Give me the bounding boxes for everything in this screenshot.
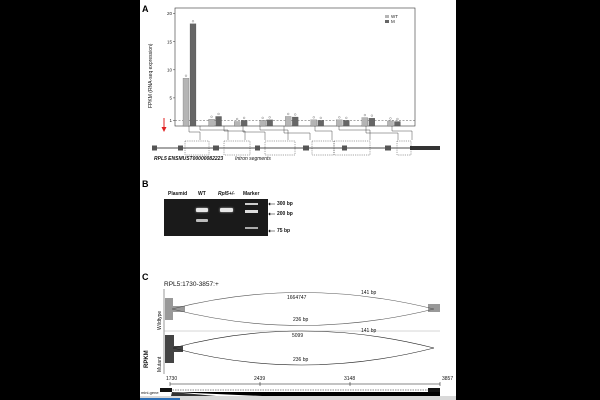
panel-a-label: A — [142, 4, 149, 14]
track-name-wildtype: Wildtype — [157, 310, 163, 330]
panel-b-label: B — [142, 179, 149, 189]
gene-label: RPL5 ENSMUST00000082223 — [154, 156, 224, 162]
mini-gene-exon-2 — [428, 388, 440, 392]
mut-junction-bottom: 236 bp — [293, 357, 309, 363]
y-tick-label-15: 15 — [166, 39, 172, 45]
wt-junction-top: 141 bp — [361, 290, 377, 296]
y-tick-label-1: 1 — [169, 117, 172, 123]
mutant-coverage — [165, 335, 183, 363]
axis-tick-2439: 2439 — [254, 376, 266, 382]
gel-col-rpl5: Rpl5+/- — [218, 191, 235, 197]
mini-gene-exon-1 — [160, 388, 172, 392]
mini-gene-label: mini-gene — [141, 390, 159, 395]
y-tick-label-20: 20 — [166, 11, 172, 17]
sashimi-plot — [140, 0, 456, 400]
wt-junction-bottom: 236 bp — [293, 317, 309, 323]
gel-col-wt: WT — [198, 191, 206, 197]
marker-75-label: 75 bp — [277, 228, 291, 234]
y-tick-label-5: 5 — [169, 95, 172, 101]
marker-300-label: 300 bp — [277, 201, 293, 207]
figure-page — [140, 0, 456, 400]
track-name-mutant: Mutant — [157, 356, 163, 372]
axis-tick-1730: 1730 — [166, 376, 178, 382]
axis-tick-3857: 3857 — [442, 376, 454, 382]
rpkm-label: RPKM — [144, 350, 150, 368]
panel-c-label: C — [142, 272, 149, 282]
panel-a-ylabel: FPKM (RNA-seq expression) — [148, 43, 154, 108]
axis-tick-3148: 3148 — [344, 376, 356, 382]
gel-col-plasmid: Plasmid — [168, 191, 188, 197]
mut-junction-mid: 5099 — [292, 333, 304, 339]
wt-junction-mid: 1664747 — [287, 295, 307, 301]
sequence-strip — [140, 396, 456, 400]
marker-200-label: 200 bp — [277, 211, 293, 217]
locus-label: RPL5:1730-3857:+ — [164, 281, 219, 288]
legend-label-m: M — [391, 19, 395, 24]
legend-label-wt: WT — [391, 14, 398, 19]
y-tick-label-10: 10 — [166, 67, 172, 73]
gel-col-marker: Marker — [243, 191, 260, 197]
mut-junction-top: 141 bp — [361, 328, 377, 334]
intron-segments-label: Intron segments — [235, 156, 271, 162]
